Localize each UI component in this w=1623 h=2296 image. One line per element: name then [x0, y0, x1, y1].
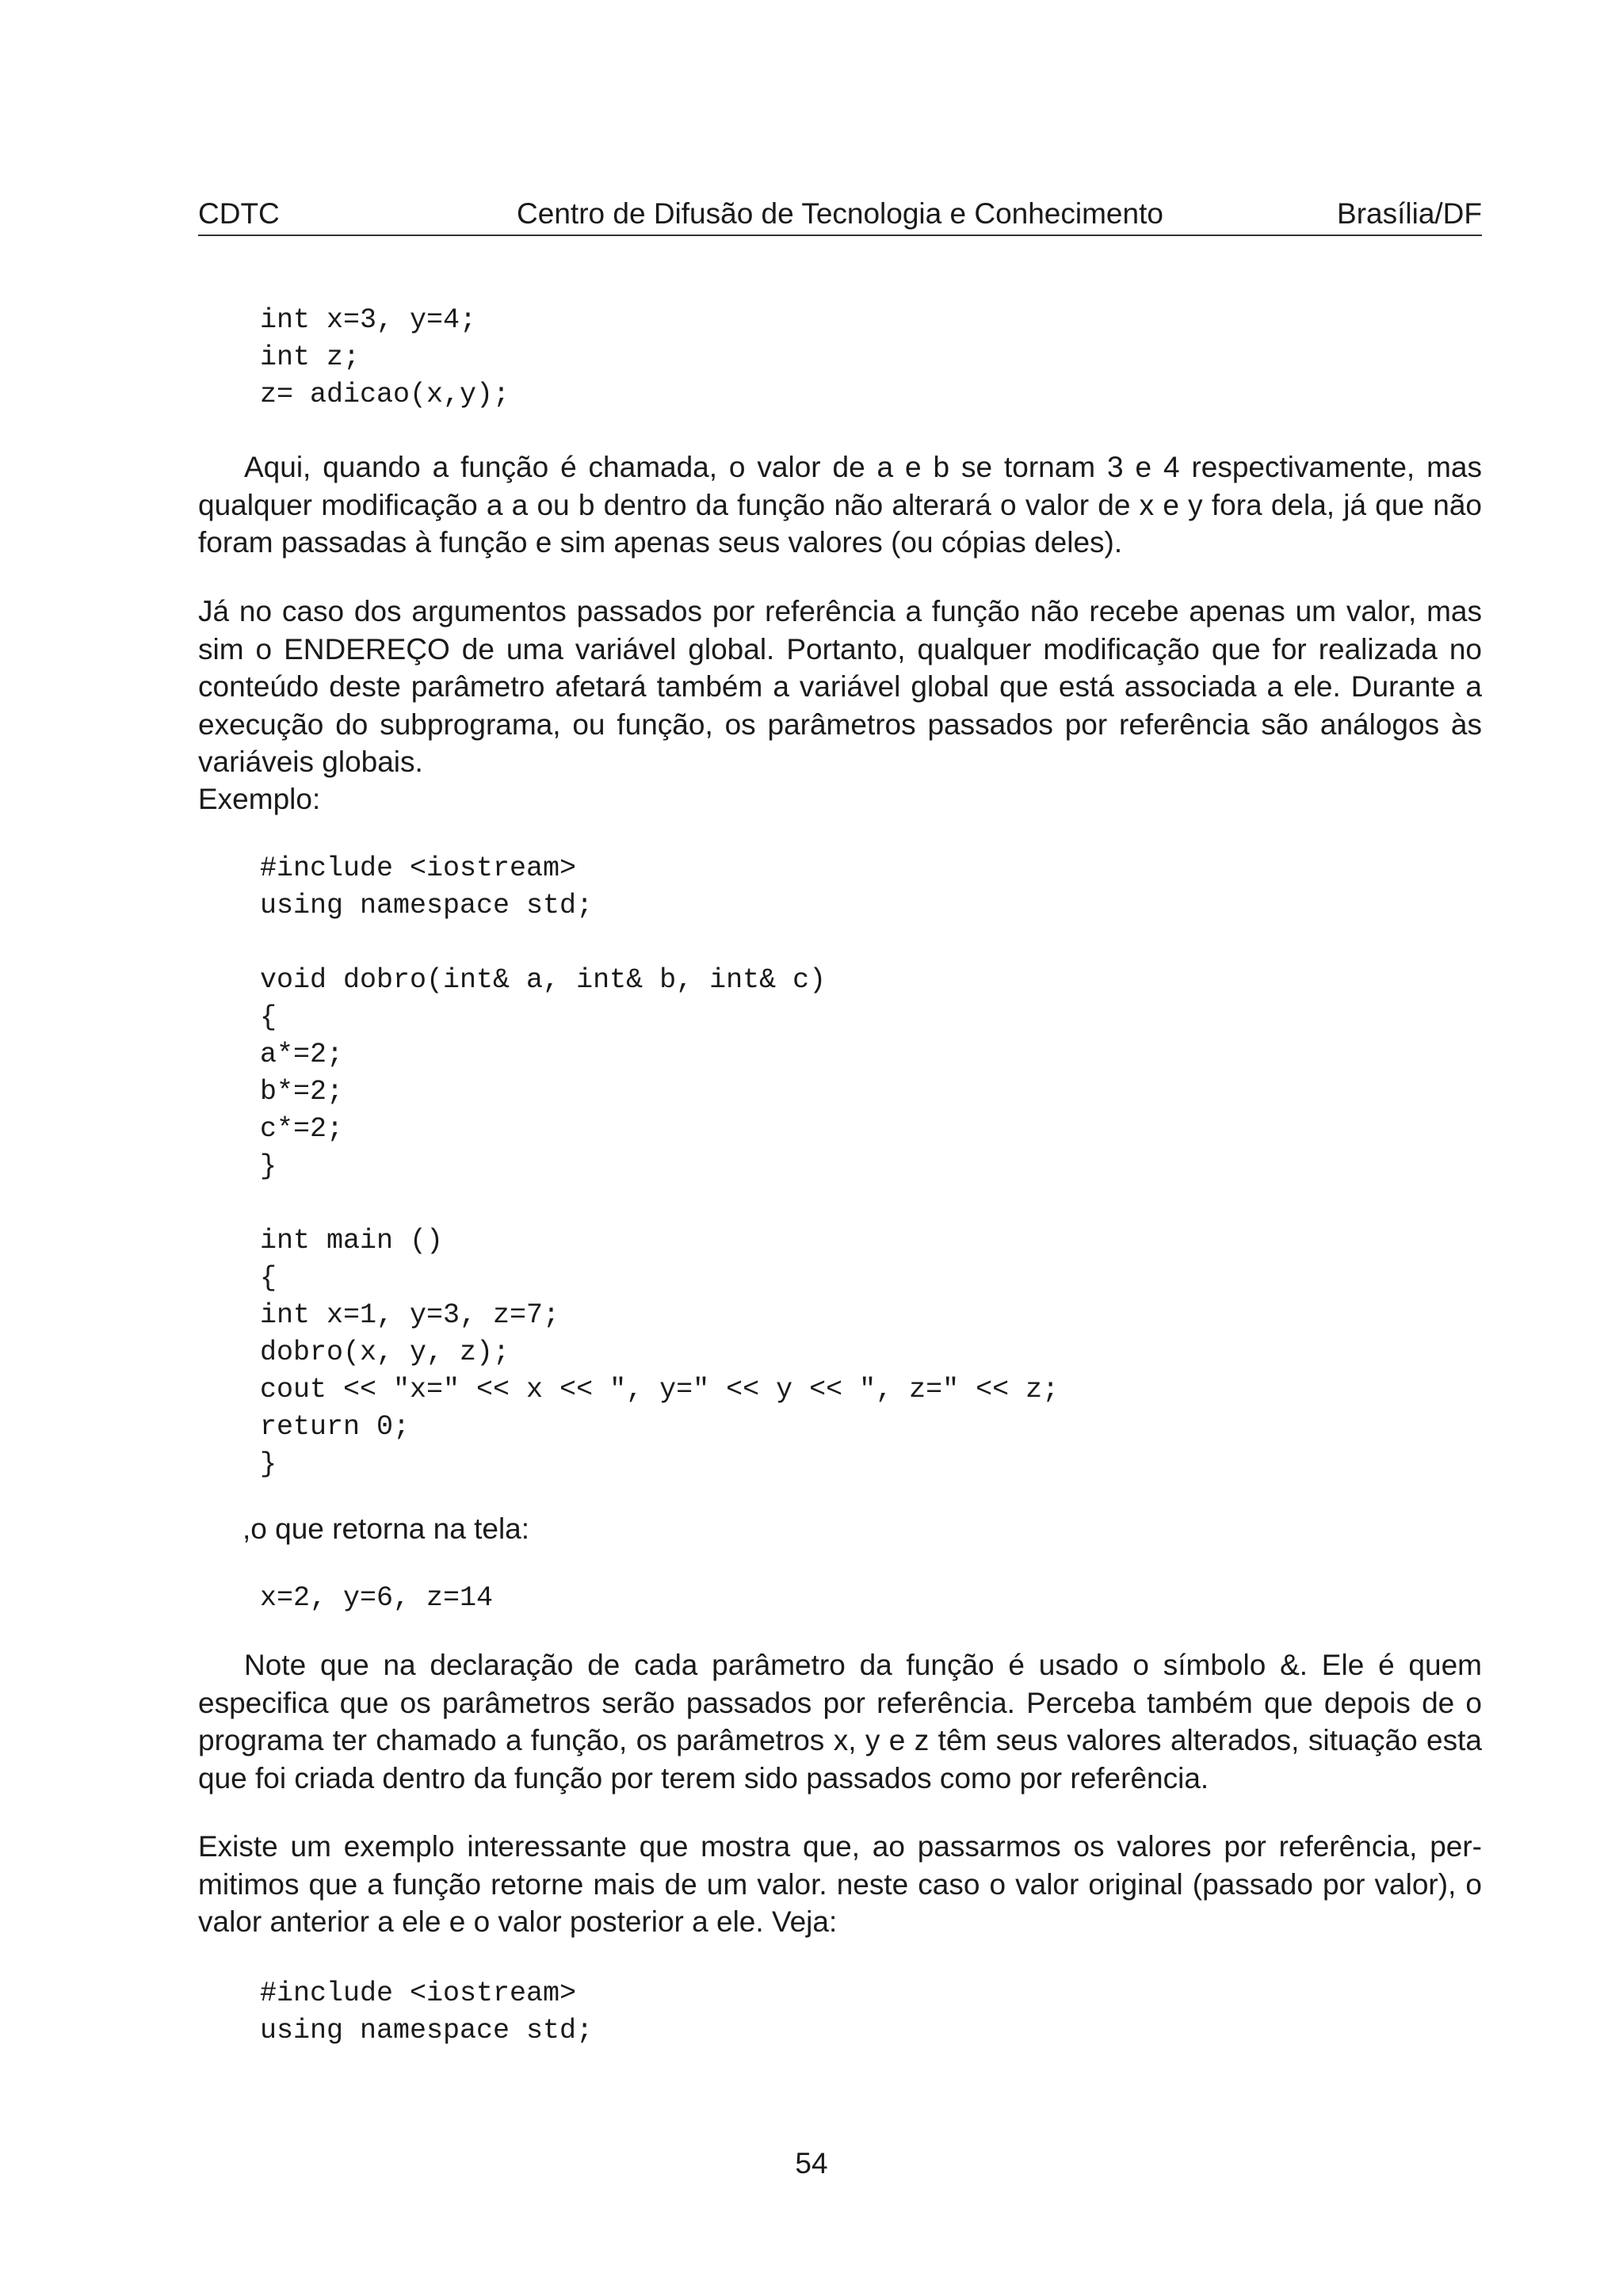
code-block-include: #include <iostream> using namespace std; — [260, 1978, 594, 2046]
header-title: Centro de Difusão de Tecnologia e Conhecimento — [517, 197, 1163, 230]
paragraph-line: conteúdo deste parâmetro afetará também a variável global que está associada a ele. Durante a — [198, 670, 1482, 703]
paragraph-line: valor anterior a ele e o valor posterior a ele. Veja: — [198, 1905, 838, 1938]
paragraph-line: que foi criada dentro da função por terem sido passados como por referência. — [198, 1761, 1209, 1794]
code-block-dobro: #include <iostream> using namespace std; void dobro(int& a, int& b, int& c) { a*=2; b*=2; c*=2; } int main () { int x=1, y=3, z=7; dobro(x, y, z); cout << "x=" << x << ", y=" << y << ", z=" << z; return 0; } — [260, 852, 1060, 1480]
header-right: Brasília/DF — [1337, 197, 1482, 230]
page-header — [198, 193, 1482, 236]
code-block-adicao: int x=3, y=4; int z; z= adicao(x,y); — [260, 304, 510, 410]
paragraph-line: execução do subprograma, ou função, os parâmetros passados por referência são análogos às — [198, 707, 1482, 741]
example-label: Exemplo: — [198, 783, 321, 815]
paragraph-referencia — [198, 593, 1482, 781]
paragraph-line: Aqui, quando a função é chamada, o valor de a e b se tornam 3 e 4 respectivamente, mas — [244, 451, 1482, 483]
paragraph-note — [198, 1646, 1482, 1797]
paragraph-line: qualquer modificação a a ou b dentro da função não alterará o valor de x e y fora dela, já que não — [198, 488, 1482, 521]
paragraph-line: foram passadas à função e sim apenas seus valores (ou cópias deles). — [198, 526, 1123, 559]
paragraph-line: Existe um exemplo interessante que mostra que, ao passarmos os valores por referência, per- — [198, 1830, 1482, 1863]
returns-text: ,o que retorna na tela: — [242, 1512, 530, 1545]
paragraph-line: especifica que os parâmetros serão passados por referência. Perceba também que depois de o — [198, 1686, 1482, 1719]
paragraph-line: programa ter chamado a função, os parâmetros x, y e z têm seus valores alterados, situação esta — [198, 1724, 1482, 1756]
page-number: 54 — [795, 2147, 828, 2180]
paragraph-line: sim o ENDEREÇO de uma variável global. Portanto, qualquer modificação que for realizada no — [198, 632, 1482, 666]
code-block-output: x=2, y=6, z=14 — [260, 1582, 494, 1614]
paragraph-line: Já no caso dos argumentos passados por referência a função não recebe apenas um valor, mas — [198, 595, 1482, 627]
paragraph-line: mitimos que a função retorne mais de um valor. neste caso o valor original (passado por valor), o — [198, 1867, 1482, 1901]
header-left: CDTC — [198, 197, 280, 230]
paragraph-line: Note que na declaração de cada parâmetro da função é usado o símbolo &. Ele é quem — [244, 1649, 1482, 1681]
paragraph-valor — [198, 448, 1482, 562]
paragraph-exemplo — [198, 1828, 1482, 1941]
paragraph-line: variáveis globais. — [198, 746, 423, 778]
